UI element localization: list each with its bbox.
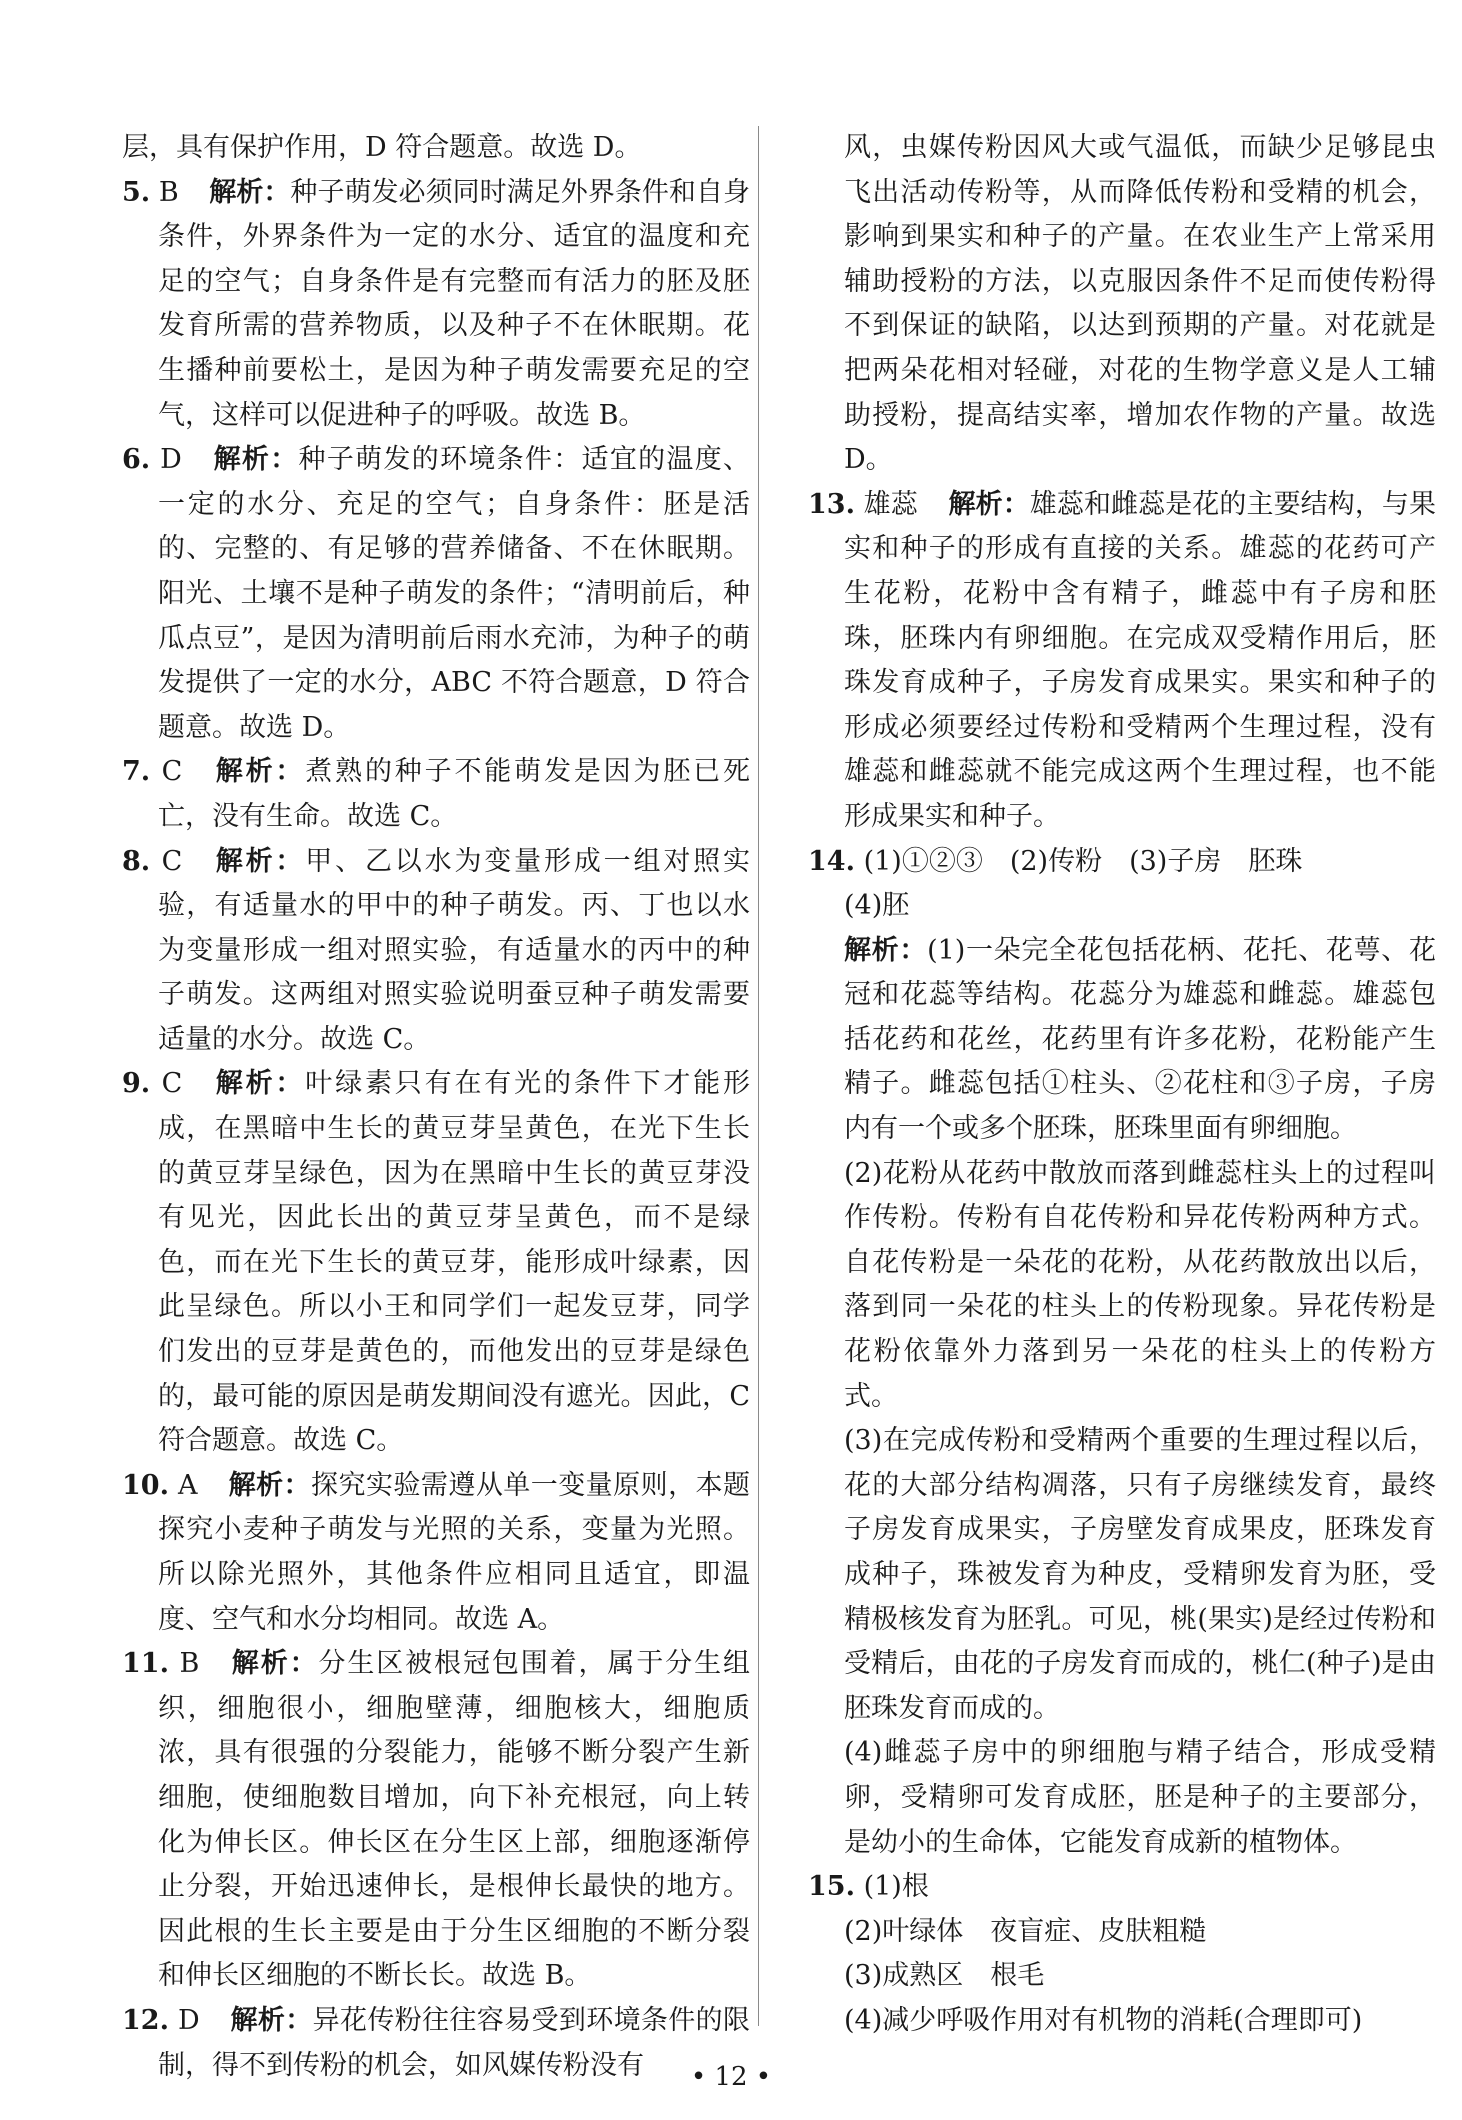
item-label: 解析：: [948, 488, 1030, 520]
item-answer: 雄蕊: [863, 488, 918, 520]
item-label: 解析：: [213, 444, 299, 476]
answer-item-15: [808, 1865, 1436, 1910]
item-number: 9.: [122, 1068, 151, 1100]
item-15-line4: (4)减少呼吸作用对有机物的消耗(合理即可): [844, 2004, 1363, 2036]
item-answer: C: [161, 756, 183, 788]
item-text: 叶绿素只有在有光的条件下才能形成，在黑暗中生长的黄豆芽呈黄色，在光下生长的黄豆芽呈绿色，因为在黑暗中生长的黄豆芽没有见光，因此长出的黄豆芽呈黄色，而不是绿色，而在光下生长的黄豆芽，能形成叶绿素，因此呈绿色。所以小王和同学们一起发豆芽，同学们发出的豆芽是黄色的，而他发出的豆芽是绿色的，最可能的原因是萌发期间没有遮光。因此，C 符合题意。故选 C。: [158, 1068, 751, 1457]
item-number: 13.: [808, 488, 855, 520]
item-label: 解析：: [209, 176, 291, 208]
item-14-analysis-p4: (4)雌蕊子房中的卵细胞与精子结合，形成受精卵，受精卵可发育成胚，胚是种子的主要部分，是幼小的生命体，它能发育成新的植物体。: [844, 1737, 1436, 1858]
answer-item-6: [122, 438, 750, 750]
answer-item-10: [122, 1464, 750, 1642]
item-label: 解析：: [231, 1648, 319, 1680]
item-15-line2: (2)叶绿体 夜盲症、皮肤粗糙: [844, 1915, 1207, 1947]
item-15-line1: (1)根: [863, 1871, 929, 1903]
answer-item-14: [808, 840, 1436, 885]
item-number: 11.: [122, 1648, 169, 1680]
item-answer: B: [158, 176, 179, 208]
item-number: 6.: [122, 444, 151, 476]
item-number: 7.: [122, 756, 151, 788]
item-label: 解析：: [215, 1068, 306, 1100]
item-label: 解析：: [230, 2004, 313, 2036]
item-text: 雄蕊和雌蕊是花的主要结构，与果实和种子的形成有直接的关系。雄蕊的花药可产生花粉，花粉中含有精子，雌蕊中有子房和胚珠，胚珠内有卵细胞。在完成双受精作用后，胚珠发育成种子，子房发育成果实。果实和种子的形成必须要经过传粉和受精两个生理过程，没有雄蕊和雌蕊就不能完成这两个生理过程，也不能形成果实和种子。: [844, 488, 1436, 832]
column-divider: [758, 126, 759, 2026]
left-continuation: 层，具有保护作用，D 符合题意。故选 D。: [122, 132, 642, 163]
item-answer: D: [160, 444, 182, 476]
answer-item-5: [122, 171, 750, 439]
right-continuation: 风，虫媒传粉因风大或气温低，而缺少足够昆虫飞出活动传粉等，从而降低传粉和受精的机会，影响到果实和种子的产量。在农业生产上常采用辅助授粉的方法，以克服因条件不足而使传粉得不到保证的缺陷，以达到预期的产量。对花就是把两朵花相对轻碰，对花的生物学意义是人工辅助授粉，提高结实率，增加农作物的产量。故选 D。: [844, 132, 1436, 476]
answer-item-7: [122, 750, 750, 839]
item-number: 8.: [122, 845, 151, 877]
item-text: 探究实验需遵从单一变量原则，本题探究小麦种子萌发与光照的关系，变量为光照。所以除光照外，其他条件应相同且适宜，即温度、空气和水分均相同。故选 A。: [158, 1469, 751, 1635]
item-answers-line1: (1)①②③ (2)传粉 (3)子房 胚珠: [863, 845, 1303, 877]
item-answer: A: [178, 1469, 198, 1501]
item-number: 10.: [122, 1469, 169, 1501]
left-column: [122, 126, 750, 2088]
item-14-analysis-p2: (2)花粉从花药中散放而落到雌蕊柱头上的过程叫作传粉。传粉有自花传粉和异花传粉两种方式。自花传粉是一朵花的花粉，从花药散放出以后，落到同一朵花的柱头上的传粉现象。异花传粉是花粉依靠外力落到另一朵花的柱头上的传粉方式。: [844, 1157, 1436, 1412]
item-14-answers-line2: (4)胚: [844, 890, 910, 922]
answer-item-13: [808, 483, 1436, 840]
item-14-analysis-p1: [808, 929, 1436, 1152]
item-answer: C: [161, 1068, 183, 1100]
page-number: • 12 •: [690, 2062, 772, 2092]
item-text: 煮熟的种子不能萌发是因为胚已死亡，没有生命。故选 C。: [158, 756, 751, 832]
item-text: 分生区被根冠包围着，属于分生组织，细胞很小，细胞壁薄，细胞核大，细胞质浓，具有很强的分裂能力，能够不断分裂产生新细胞，使细胞数目增加，向下补充根冠，向上转化为伸长区。伸长区在分生区上部，细胞逐渐停止分裂，开始迅速伸长，是根伸长最快的地方。因此根的生长主要是由于分生区细胞的不断分裂和伸长区细胞的不断长长。故选 B。: [158, 1648, 750, 1992]
item-answer: D: [177, 2004, 200, 2036]
answer-item-11: [122, 1642, 750, 1999]
item-text: (1)一朵完全花包括花柄、花托、花萼、花冠和花蕊等结构。花蕊分为雄蕊和雌蕊。雄蕊包括花药和花丝，花药里有许多花粉，花粉能产生精子。雌蕊包括①柱头、②花柱和③子房，子房内有一个或多个胚珠，胚珠里面有卵细胞。: [844, 934, 1436, 1145]
item-answer: C: [161, 845, 183, 877]
item-label: 解析：: [844, 934, 928, 966]
answer-item-9: [122, 1062, 750, 1463]
item-text: 异花传粉往往容易受到环境条件的限制，得不到传粉的机会，如风媒传粉没有: [158, 2004, 751, 2081]
item-number: 12.: [122, 2004, 169, 2036]
item-14-analysis-p3: (3)在完成传粉和受精两个重要的生理过程以后，花的大部分结构凋落，只有子房继续发育，最终子房发育成果实，子房壁发育成果皮，胚珠发育成种子，珠被发育为种皮，受精卵发育为胚，受精极核发育为胚乳。可见，桃(果实)是经过传粉和受精后，由花的子房发育而成的，桃仁(种子)是由胚珠发育而成的。: [844, 1425, 1436, 1724]
item-text: 甲、乙以水为变量形成一组对照实验，有适量水的甲中的种子萌发。丙、丁也以水为变量形成一组对照实验，有适量水的丙中的种子萌发。这两组对照实验说明蚕豆种子萌发需要适量的水分。故选 C。: [158, 845, 751, 1055]
right-column: [808, 126, 1436, 2044]
item-text: 种子萌发必须同时满足外界条件和自身条件，外界条件为一定的水分、适宜的温度和充足的空气；自身条件是有完整而有活力的胚及胚发育所需的营养物质，以及种子不在休眠期。花生播种前要松土，是因为种子萌发需要充足的空气，这样可以促进种子的呼吸。故选 B。: [158, 176, 751, 431]
item-label: 解析：: [215, 756, 306, 788]
item-15-line3: (3)成熟区 根毛: [844, 1960, 1045, 1992]
answer-item-8: [122, 840, 750, 1063]
item-number: 15.: [808, 1871, 855, 1903]
item-answer: B: [179, 1648, 200, 1680]
item-label: 解析：: [215, 845, 306, 877]
item-number: 5.: [122, 176, 151, 208]
item-text: 种子萌发的环境条件：适宜的温度、一定的水分、充足的空气；自身条件：胚是活的、完整的、有足够的营养储备、不在休眠期。阳光、土壤不是种子萌发的条件；“清明前后，种瓜点豆”，是因为清明前后雨水充沛，为种子的萌发提供了一定的水分，ABC 不符合题意，D 符合题意。故选 D。: [158, 444, 751, 743]
item-label: 解析：: [228, 1469, 312, 1501]
item-number: 14.: [808, 845, 855, 877]
